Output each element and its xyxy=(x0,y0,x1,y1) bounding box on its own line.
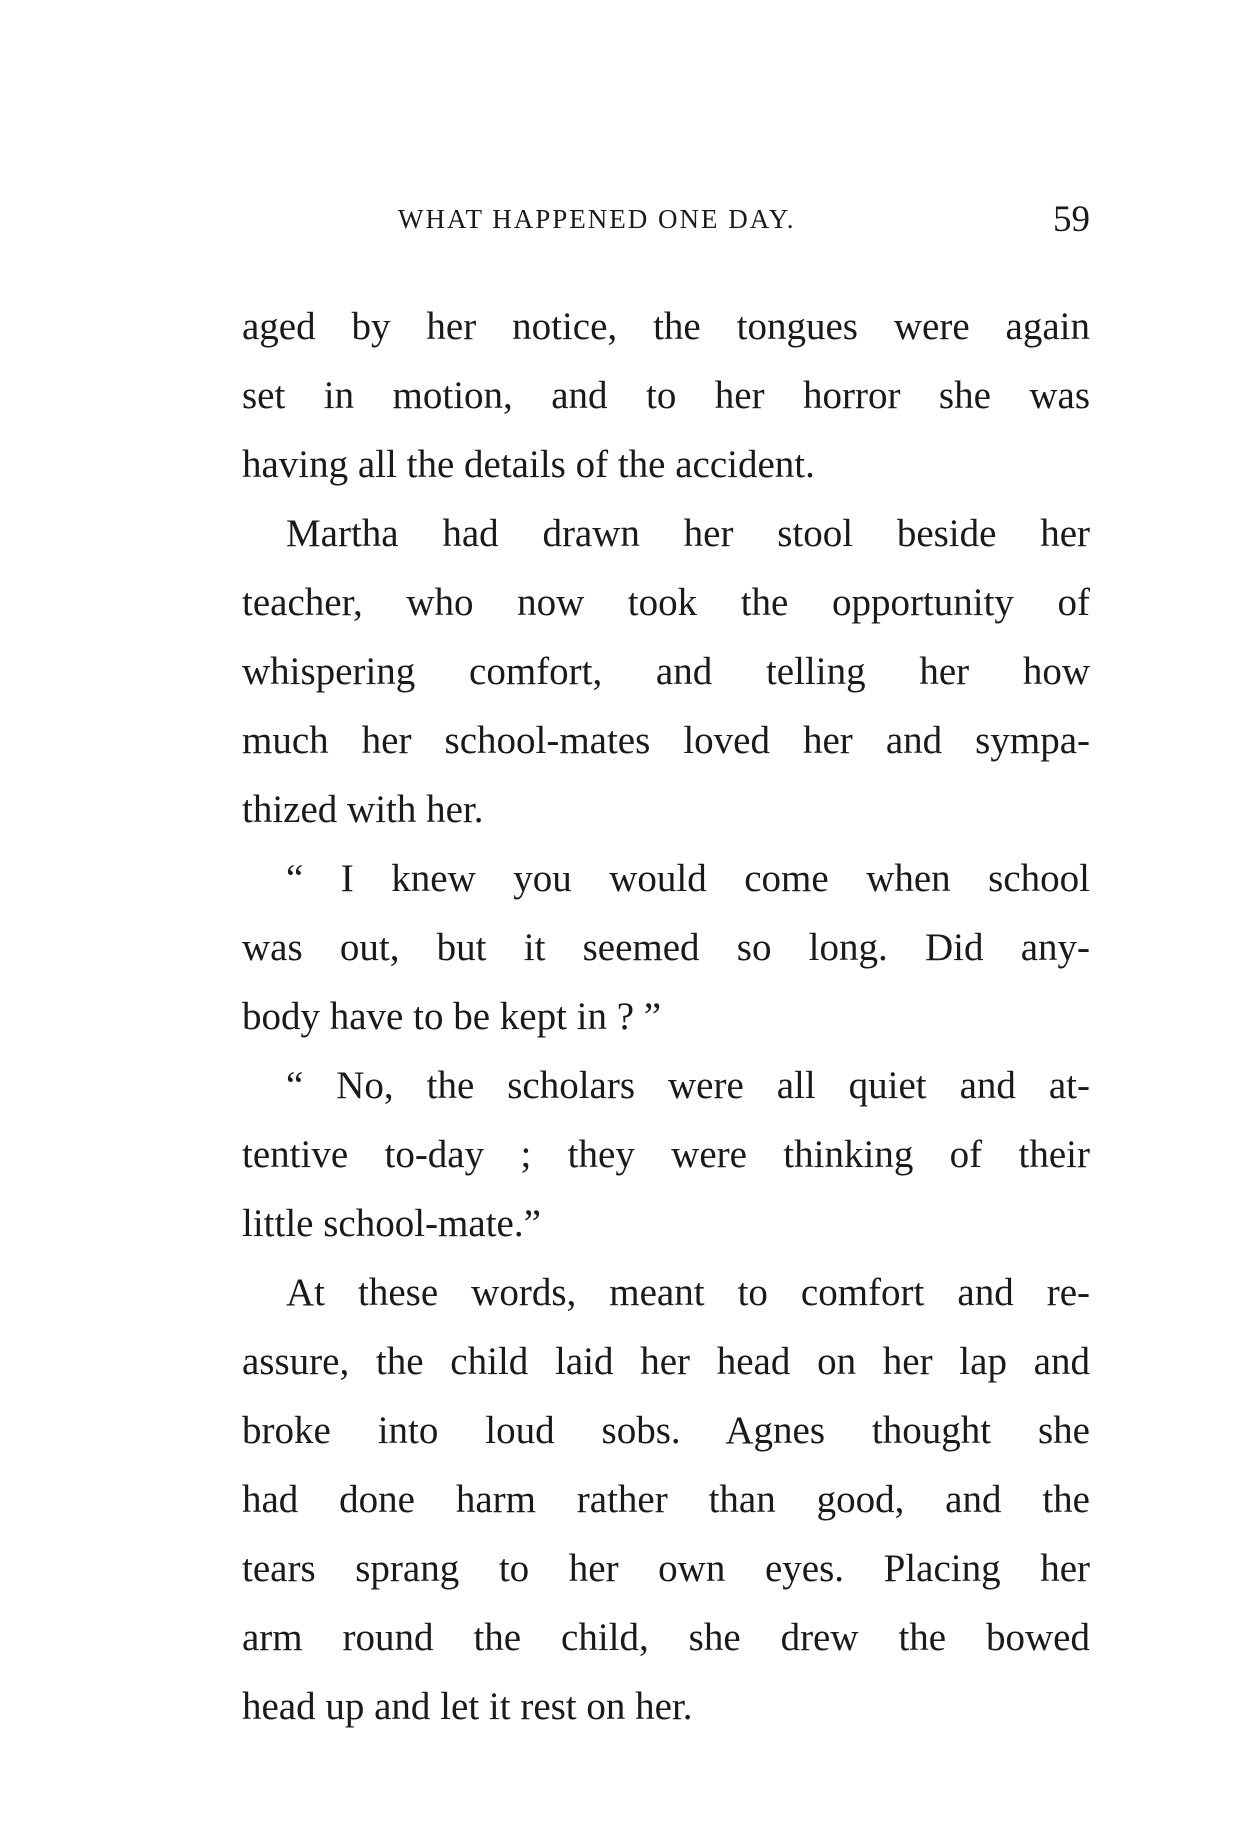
text-line: aged by her notice, the tongues were again xyxy=(242,305,1090,348)
body-text xyxy=(242,292,1090,1741)
running-head xyxy=(398,200,1090,240)
text-line: assure, the child laid her head on her lap and xyxy=(242,1340,1090,1383)
page-number: 59 xyxy=(1053,199,1090,240)
text-line: body have to be kept in ? ” xyxy=(242,995,662,1038)
text-line: was out, but it seemed so long. Did any- xyxy=(242,926,1090,969)
text-line: tentive to-day ; they were thinking of their xyxy=(242,1133,1090,1176)
text-line: little school-mate.” xyxy=(242,1202,541,1245)
text-line: head up and let it rest on her. xyxy=(242,1685,693,1728)
text-line: thized with her. xyxy=(242,788,484,831)
text-line: much her school-mates loved her and sympa- xyxy=(242,719,1090,762)
text-line: had done harm rather than good, and the xyxy=(242,1478,1090,1521)
text-line: arm round the child, she drew the bowed xyxy=(242,1616,1090,1659)
text-line: set in motion, and to her horror she was xyxy=(242,374,1090,417)
text-line: tears sprang to her own eyes. Placing her xyxy=(242,1547,1090,1590)
paragraph-start-line: “ No, the scholars were all quiet and at- xyxy=(286,1064,1090,1107)
paragraph-start-line: Martha had drawn her stool beside her xyxy=(286,512,1090,555)
text-line: whispering comfort, and telling her how xyxy=(242,650,1090,693)
text-line: teacher, who now took the opportunity of xyxy=(242,581,1090,624)
paragraph-start-line: At these words, meant to comfort and re- xyxy=(286,1271,1090,1314)
running-title: WHAT HAPPENED ONE DAY. xyxy=(398,204,796,234)
text-line: having all the details of the accident. xyxy=(242,443,815,486)
paragraph-start-line: “ I knew you would come when school xyxy=(286,857,1090,900)
text-line: broke into loud sobs. Agnes thought she xyxy=(242,1409,1090,1452)
